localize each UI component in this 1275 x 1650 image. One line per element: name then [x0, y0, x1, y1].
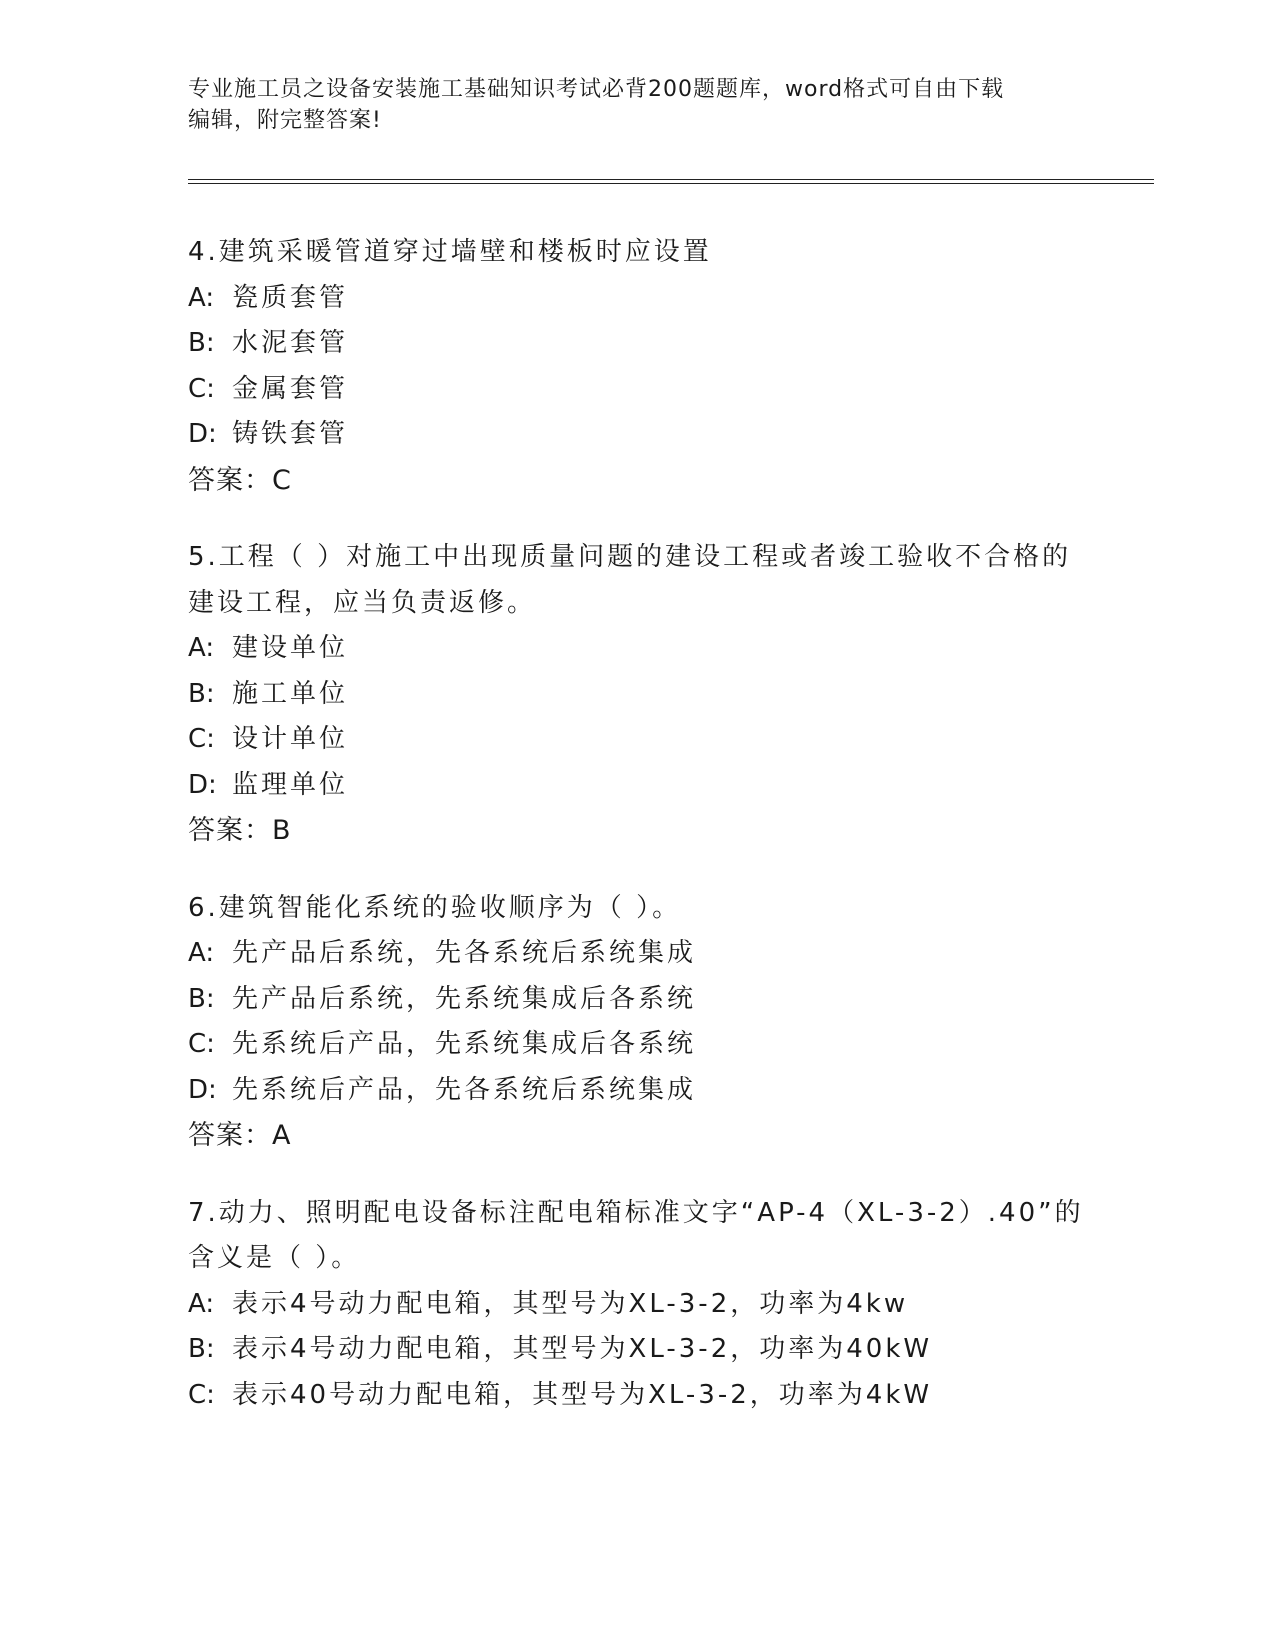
option-b — [188, 672, 1088, 718]
option-key: B: — [188, 678, 215, 709]
option-text: 监理单位 — [232, 769, 349, 800]
option-text: 先系统后产品，先系统集成后各系统 — [232, 1029, 697, 1059]
option-b — [188, 321, 1088, 367]
option-key: C: — [188, 1379, 215, 1410]
option-key: A: — [188, 633, 215, 663]
option-c — [188, 717, 1088, 763]
option-text: 瓷质套管 — [232, 282, 349, 313]
header-line-1: 专业施工员之设备安装施工基础知识考试必背200题题库，word格式可自由下载 — [188, 77, 1005, 102]
question-4 — [188, 230, 1088, 503]
option-key: B: — [188, 1334, 215, 1364]
option-key: A: — [188, 938, 215, 968]
option-text: 先产品后系统，先各系统后系统集成 — [232, 938, 697, 968]
question-stem: 4.建筑采暖管道穿过墙壁和楼板时应设置 — [188, 237, 712, 267]
header-line-2: 编辑，附完整答案! — [188, 108, 382, 133]
question-7 — [188, 1191, 1088, 1419]
option-a — [188, 276, 1088, 322]
option-key: C: — [188, 724, 215, 754]
option-a — [188, 626, 1088, 672]
option-key: C: — [188, 373, 215, 404]
header-divider-top — [188, 179, 1154, 180]
question-stem-line-1: 7.动力、照明配电设备标注配电箱标准文字“AP-4（XL-3-2）.40”的 — [188, 1197, 1084, 1228]
option-key: D: — [188, 419, 217, 449]
header-divider-bottom — [188, 183, 1154, 184]
option-d — [188, 1068, 1088, 1114]
option-key: D: — [188, 1074, 217, 1105]
option-a — [188, 1282, 1088, 1328]
option-key: D: — [188, 769, 217, 800]
question-stem-line-1: 5.工程（ ）对施工中出现质量问题的建设工程或者竣工验收不合格的 — [188, 542, 1072, 572]
answer: 答案：A — [188, 1120, 292, 1151]
option-b — [188, 977, 1088, 1023]
option-b — [188, 1327, 1088, 1373]
option-text: 建设单位 — [232, 633, 349, 663]
option-text: 水泥套管 — [232, 328, 349, 358]
question-5 — [188, 535, 1088, 854]
option-c — [188, 367, 1088, 413]
option-key: B: — [188, 983, 215, 1014]
option-key: B: — [188, 328, 215, 358]
question-stem-line-2: 含义是（ ）。 — [188, 1243, 361, 1273]
option-text: 表示40号动力配电箱，其型号为XL-3-2，功率为4kW — [232, 1379, 933, 1410]
answer: 答案：B — [188, 815, 292, 846]
option-text: 设计单位 — [232, 724, 349, 754]
option-text: 表示4号动力配电箱，其型号为XL-3-2，功率为4kw — [232, 1288, 909, 1319]
document-header — [188, 74, 1088, 136]
question-list — [188, 230, 1088, 1450]
question-stem: 6.建筑智能化系统的验收顺序为（ ）。 — [188, 892, 682, 923]
option-text: 铸铁套管 — [232, 419, 349, 449]
option-d — [188, 412, 1088, 458]
option-text: 施工单位 — [232, 678, 349, 709]
answer: 答案：C — [188, 464, 292, 496]
question-stem-line-2: 建设工程，应当负责返修。 — [188, 587, 537, 618]
option-c — [188, 1373, 1088, 1419]
option-c — [188, 1022, 1088, 1068]
option-d — [188, 763, 1088, 809]
option-text: 先系统后产品，先各系统后系统集成 — [232, 1074, 697, 1105]
option-a — [188, 931, 1088, 977]
option-text: 金属套管 — [232, 373, 349, 404]
option-key: A: — [188, 282, 215, 313]
option-text: 先产品后系统，先系统集成后各系统 — [232, 983, 697, 1014]
option-text: 表示4号动力配电箱，其型号为XL-3-2，功率为40kW — [232, 1334, 933, 1364]
option-key: A: — [188, 1288, 215, 1319]
option-key: C: — [188, 1029, 215, 1059]
question-6 — [188, 886, 1088, 1159]
